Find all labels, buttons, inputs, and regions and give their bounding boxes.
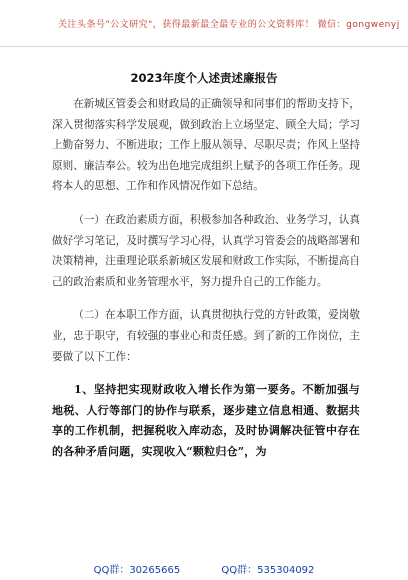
footer-contacts — [0, 561, 408, 576]
paragraph-work: （二）在本职工作方面，认真贯彻执行党的方针政策，爱岗敬业，忠于职守，有较强的事业心和责任感。到了新的工作岗位，主要做了以下工作： — [52, 309, 360, 363]
paragraph-intro: 在新城区管委会和财政局的正确领导和同事们的帮助支持下，深入贯彻落实科学发展观，做到政治上立场坚定、顾全大局；学习上勤奋努力、不断进取；工作上服从领导、尽职尽责；作风上坚持原则、廉洁奉公。较为出色地完成组织上赋予的各项工作任务。现将本人的思想、工作和作风情况作如下总结。 — [52, 98, 360, 193]
header-banner — [0, 0, 408, 47]
document-title: 2023年度个人述责述廉报告 — [130, 71, 278, 85]
header-promo-text: 关注头条号"公文研究"，获得最新最全最专业的公文资料库！ 微信：gongwenyj — [58, 20, 400, 30]
qq-group-1: QQ群：30265665 — [93, 565, 181, 576]
document-body — [52, 94, 360, 463]
paragraph-revenue: 1、坚持把实现财政收入增长作为第一要务。不断加强与地税、人行等部门的协作与联系，逐步建立信息相通、数据共享的工作机制，把握税收入库动态，及时协调解决征管中存在的各种矛盾问题，实现收入“颗粒归仓”，为 — [52, 383, 360, 458]
paragraph-political: （一）在政治素质方面，积极参加各种政治、业务学习，认真做好学习笔记，及时撰写学习心得，认真学习管委会的战略部署和决策精神，注重理论联系新城区发展和财政工作实际，不断提高自己的政治素质和业务管理水平，努力提升自己的工作能力。 — [52, 213, 360, 288]
qq-group-2: QQ群：535304092 — [221, 565, 315, 576]
